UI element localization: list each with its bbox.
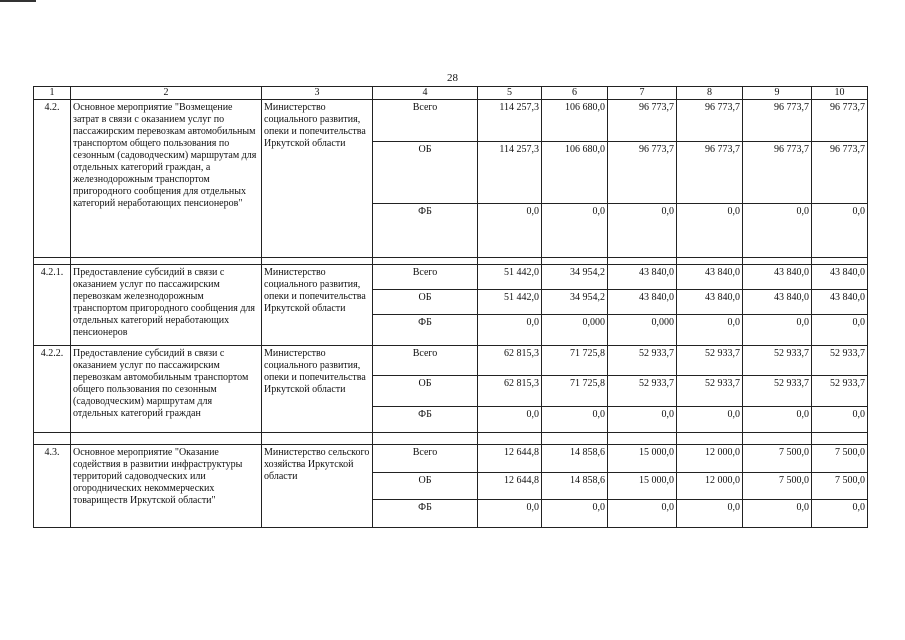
value-cell: 106 680,0 — [542, 100, 608, 142]
funding-source: ОБ — [373, 290, 478, 315]
item-number: 4.2.1. — [34, 265, 71, 346]
item-executor: Министерство сельского хозяйства Иркутской области — [262, 445, 373, 528]
value-cell: 96 773,7 — [677, 142, 743, 204]
value-cell: 71 725,8 — [542, 376, 608, 407]
value-cell: 15 000,0 — [608, 473, 677, 500]
value-cell: 0,000 — [608, 315, 677, 346]
value-cell: 7 500,0 — [743, 473, 812, 500]
funding-source: Всего — [373, 100, 478, 142]
header-cell: 4 — [373, 87, 478, 100]
table-row — [34, 445, 868, 473]
value-cell: 0,0 — [542, 204, 608, 258]
value-cell: 0,0 — [743, 500, 812, 528]
value-cell: 52 933,7 — [812, 376, 868, 407]
value-cell: 51 442,0 — [478, 265, 542, 290]
value-cell: 0,0 — [743, 204, 812, 258]
funding-source: ФБ — [373, 500, 478, 528]
header-cell: 10 — [812, 87, 868, 100]
value-cell: 96 773,7 — [743, 100, 812, 142]
value-cell: 14 858,6 — [542, 473, 608, 500]
funding-source: ФБ — [373, 204, 478, 258]
value-cell: 52 933,7 — [743, 376, 812, 407]
value-cell: 12 000,0 — [677, 473, 743, 500]
funding-source: Всего — [373, 265, 478, 290]
value-cell: 0,0 — [608, 204, 677, 258]
spacer-row — [34, 433, 868, 445]
item-name: Основное мероприятие "Оказание содействия в развитии инфраструктуры территорий садоводческих или огороднических некоммерческих товариществ Иркутской области" — [71, 445, 262, 528]
table-row — [34, 346, 868, 376]
value-cell: 0,0 — [478, 315, 542, 346]
header-cell: 9 — [743, 87, 812, 100]
value-cell: 43 840,0 — [608, 265, 677, 290]
funding-source: ОБ — [373, 142, 478, 204]
header-cell: 1 — [34, 87, 71, 100]
value-cell: 0,0 — [478, 500, 542, 528]
funding-source: Всего — [373, 346, 478, 376]
value-cell: 34 954,2 — [542, 265, 608, 290]
value-cell: 96 773,7 — [608, 142, 677, 204]
value-cell: 7 500,0 — [743, 445, 812, 473]
item-name: Основное мероприятие "Возмещение затрат в связи с оказанием услуг по пассажирским перевозкам автомобильным транспортом общего пользования по сезонным (садоводческим) маршрутам для отдельных категорий граждан, а железнодорожным транспортом пригородного сообщения для отдельных категорий неработающих пенсионеров" — [71, 100, 262, 258]
item-executor: Министерство социального развития, опеки и попечительства Иркутской области — [262, 100, 373, 258]
item-name: Предоставление субсидий в связи с оказанием услуг по пассажирским перевозкам железнодорожным транспортом пригородного сообщения для отдельных категорий неработающих пенсионеров — [71, 265, 262, 346]
value-cell: 71 725,8 — [542, 346, 608, 376]
value-cell: 0,0 — [608, 500, 677, 528]
value-cell: 0,0 — [542, 407, 608, 433]
header-cell: 7 — [608, 87, 677, 100]
value-cell: 0,0 — [812, 407, 868, 433]
value-cell: 12 000,0 — [677, 445, 743, 473]
value-cell: 12 644,8 — [478, 445, 542, 473]
value-cell: 96 773,7 — [608, 100, 677, 142]
value-cell: 0,0 — [677, 500, 743, 528]
value-cell: 43 840,0 — [677, 290, 743, 315]
value-cell: 0,0 — [478, 204, 542, 258]
value-cell: 52 933,7 — [677, 376, 743, 407]
value-cell: 0,0 — [677, 204, 743, 258]
value-cell: 43 840,0 — [608, 290, 677, 315]
value-cell: 96 773,7 — [677, 100, 743, 142]
value-cell: 0,0 — [608, 407, 677, 433]
value-cell: 43 840,0 — [812, 265, 868, 290]
value-cell: 14 858,6 — [542, 445, 608, 473]
value-cell: 114 257,3 — [478, 100, 542, 142]
value-cell: 52 933,7 — [608, 376, 677, 407]
value-cell: 62 815,3 — [478, 346, 542, 376]
header-cell: 3 — [262, 87, 373, 100]
value-cell: 0,0 — [812, 315, 868, 346]
value-cell: 51 442,0 — [478, 290, 542, 315]
value-cell: 52 933,7 — [812, 346, 868, 376]
item-executor: Министерство социального развития, опеки и попечительства Иркутской области — [262, 265, 373, 346]
funding-source: Всего — [373, 445, 478, 473]
value-cell: 96 773,7 — [812, 142, 868, 204]
header-cell: 2 — [71, 87, 262, 100]
header-cell: 5 — [478, 87, 542, 100]
value-cell: 12 644,8 — [478, 473, 542, 500]
value-cell: 43 840,0 — [743, 265, 812, 290]
page-number: 28 — [447, 72, 458, 84]
value-cell: 0,0 — [677, 407, 743, 433]
item-number: 4.2. — [34, 100, 71, 258]
value-cell: 43 840,0 — [677, 265, 743, 290]
value-cell: 15 000,0 — [608, 445, 677, 473]
value-cell: 96 773,7 — [743, 142, 812, 204]
funding-source: ФБ — [373, 315, 478, 346]
value-cell: 0,0 — [677, 315, 743, 346]
table-row — [34, 100, 868, 142]
value-cell: 0,000 — [542, 315, 608, 346]
value-cell: 0,0 — [743, 315, 812, 346]
table-row — [34, 265, 868, 290]
item-number: 4.3. — [34, 445, 71, 528]
value-cell: 7 500,0 — [812, 445, 868, 473]
program-funding-table — [33, 86, 868, 528]
item-number: 4.2.2. — [34, 346, 71, 433]
value-cell: 34 954,2 — [542, 290, 608, 315]
item-executor: Министерство социального развития, опеки и попечительства Иркутской области — [262, 346, 373, 433]
value-cell: 62 815,3 — [478, 376, 542, 407]
value-cell: 96 773,7 — [812, 100, 868, 142]
value-cell: 52 933,7 — [608, 346, 677, 376]
scan-corner-mark — [0, 0, 36, 2]
funding-source: ФБ — [373, 407, 478, 433]
value-cell: 106 680,0 — [542, 142, 608, 204]
value-cell: 114 257,3 — [478, 142, 542, 204]
value-cell: 43 840,0 — [743, 290, 812, 315]
value-cell: 0,0 — [542, 500, 608, 528]
value-cell: 43 840,0 — [812, 290, 868, 315]
value-cell: 52 933,7 — [743, 346, 812, 376]
header-cell: 8 — [677, 87, 743, 100]
header-row — [34, 87, 868, 100]
value-cell: 0,0 — [812, 204, 868, 258]
value-cell: 0,0 — [478, 407, 542, 433]
funding-source: ОБ — [373, 376, 478, 407]
item-name: Предоставление субсидий в связи с оказанием услуг по пассажирским перевозкам автомобильным транспортом общего пользования по сезонным (садоводческим) маршрутам для отдельных категорий граждан — [71, 346, 262, 433]
value-cell: 0,0 — [812, 500, 868, 528]
value-cell: 0,0 — [743, 407, 812, 433]
spacer-row — [34, 258, 868, 265]
value-cell: 7 500,0 — [812, 473, 868, 500]
header-cell: 6 — [542, 87, 608, 100]
funding-source: ОБ — [373, 473, 478, 500]
value-cell: 52 933,7 — [677, 346, 743, 376]
